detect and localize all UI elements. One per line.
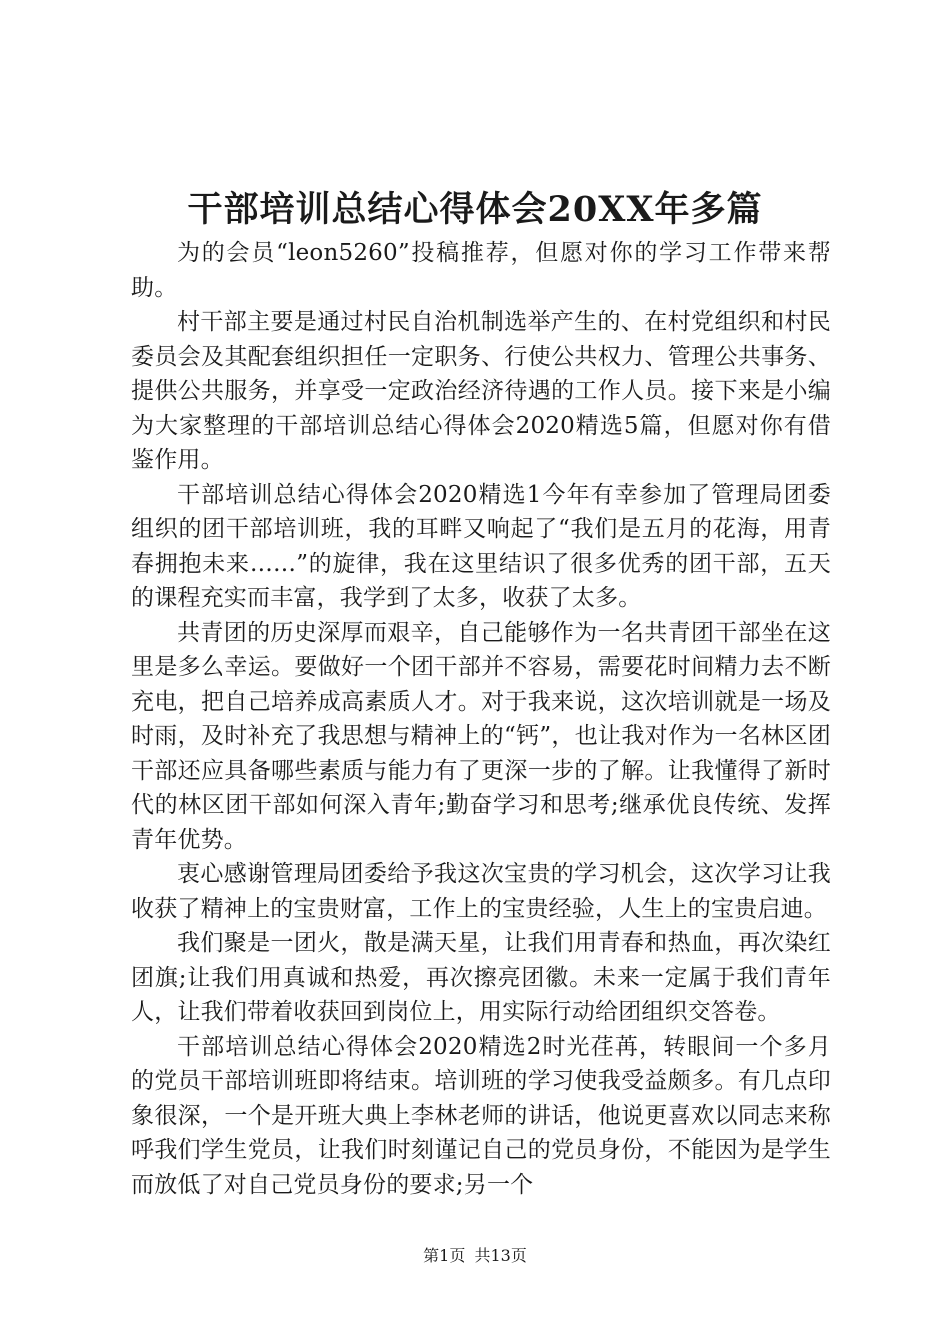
page-number-total: 共13页 [474,1246,527,1265]
paragraph: 衷心感谢管理局团委给予我这次宝贵的学习机会，这次学习让我收获了精神上的宝贵财富，工作上的宝贵经验，人生上的宝贵启迪。 [131,861,831,922]
paragraph: 村干部主要是通过村民自治机制选举产生的、在村党组织和村民委员会及其配套组织担任一定职务、行使公共权力、管理公共事务、提供公共服务，并享受一定政治经济待遇的工作人员。接下来是小编为大家整理的干部培训总结心得体会2020精选5篇，但愿对你有借鉴作用。 [131,309,831,473]
paragraph: 干部培训总结心得体会2020精选2时光荏苒，转眼间一个多月的党员干部培训班即将结束。培训班的学习使我受益颇多。有几点印象很深，一个是开班大典上李林老师的讲话，他说更喜欢以同志来称呼我们学生党员，让我们时刻谨记自己的党员身份，不能因为是学生而放低了对自己党员身份的要求;另一个 [131,1033,831,1198]
paragraph: 共青团的历史深厚而艰辛，自己能够作为一名共青团干部坐在这里是多么幸运。要做好一个团干部并不容易，需要花时间精力去不断充电，把自己培养成高素质人才。对于我来说，这次培训就是一场及时雨，及时补充了我思想与精神上的“钙”，也让我对作为一名林区团干部还应具备哪些素质与能力有了更深一步的了解。让我懂得了新时代的林区团干部如何深入青年;勤奋学习和思考;继承优良传统、发挥青年优势。 [131,619,831,853]
paragraph: 为的会员“leon5260”投稿推荐，但愿对你的学习工作带来帮助。 [131,240,831,301]
page-footer [0,1244,950,1268]
document-title: 干部培训总结心得体会20XX年多篇 [187,189,763,230]
document-body [131,236,831,1202]
paragraph: 我们聚是一团火，散是满天星，让我们用青春和热血，再次染红团旗;让我们用真诚和热爱，再次擦亮团徽。未来一定属于我们青年人，让我们带着收获回到岗位上，用实际行动给团组织交答卷。 [131,930,831,1025]
page-number-current: 第1页 [423,1246,466,1265]
paragraph: 干部培训总结心得体会2020精选1今年有幸参加了管理局团委组织的团干部培训班，我的耳畔又响起了“我们是五月的花海，用青春拥抱未来……”的旋律，我在这里结识了很多优秀的团干部，五天的课程充实而丰富，我学到了太多，收获了太多。 [131,481,831,611]
